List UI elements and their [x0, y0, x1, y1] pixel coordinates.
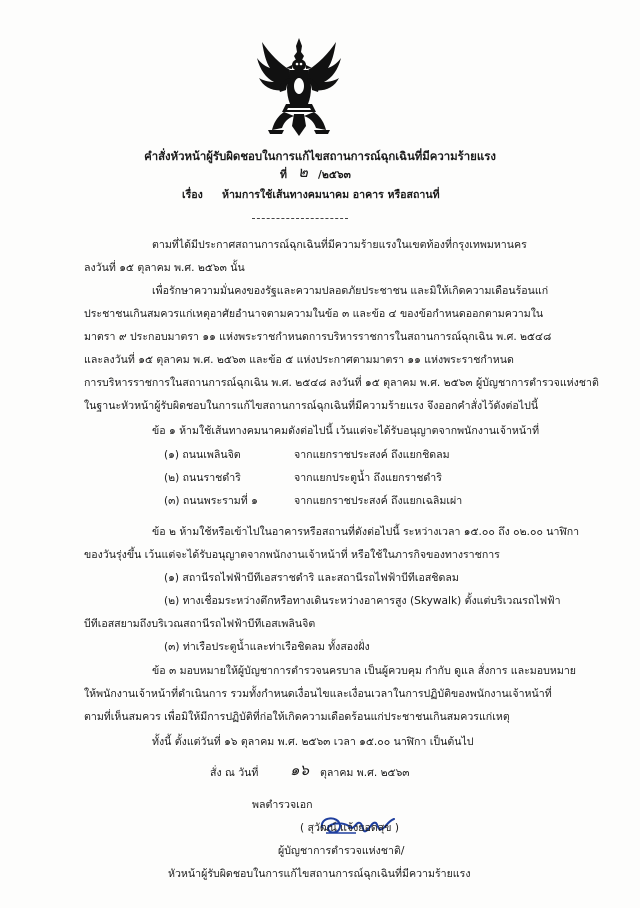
- clause-1-text: ข้อ ๑ ห้ามใช้เส้นทางคมนาคมดังต่อไปนี้ เว้นแต่จะได้รับอนุญาตจากพนักงานเจ้าหน้าที่: [152, 425, 540, 437]
- order-number-handwritten: ๒: [298, 163, 308, 181]
- effective-date: ทั้งนี้ ตั้งแต่วันที่ ๑๖ ตุลาคม พ.ศ. ๒๕๖๓ เวลา ๑๕.๐๐ นาฬิกา เป็นต้นไป: [152, 736, 474, 748]
- preamble-line-2: ลงวันที่ ๑๕ ตุลาคม พ.ศ. ๒๕๖๓ นั้น: [84, 262, 245, 274]
- clause-2-item-1: (๑) สถานีรถไฟฟ้าบีทีเอสราชดำริ และสถานีรถไฟฟ้าบีทีเอสชิดลม: [164, 572, 459, 584]
- subject-label: เรื่อง: [182, 189, 203, 201]
- clause-2-line-1: ข้อ ๒ ห้ามใช้หรือเข้าไปในอาคารหรือสถานที่ดังต่อไปนี้ ระหว่างเวลา ๑๕.๐๐ ถึง ๐๒.๐๐ นาฬิกา: [152, 526, 580, 538]
- given-date-prefix: สั่ง ณ วันที่: [210, 767, 259, 779]
- clause-2-item-3: (๓) ท่าเรือประตูน้ำและท่าเรือชิดลม ทั้งสองฝั่ง: [164, 641, 370, 653]
- order-number-year: /๒๕๖๓: [318, 169, 351, 181]
- clause-1-range-3: จากแยกราชประสงค์ ถึงแยกเฉลิมเผ่า: [294, 495, 463, 507]
- basis-line-4: และลงวันที่ ๑๕ ตุลาคม พ.ศ. ๒๕๖๓ และข้อ ๕ แห่งประกาศตามมาตรา ๑๑ แห่งพระราชกำหนด: [84, 354, 514, 366]
- clause-1-road-3: (๓) ถนนพระรามที่ ๑: [164, 495, 258, 507]
- clause-1-range-1: จากแยกราชประสงค์ ถึงแยกชิดลม: [294, 449, 450, 461]
- basis-line-6: ในฐานะหัวหน้าผู้รับผิดชอบในการแก้ไขสถานการณ์ฉุกเฉินที่มีความร้ายแรง จึงออกคำสั่งไว้ดังต่อไปนี้: [84, 400, 539, 412]
- order-number-prefix: ที่: [280, 169, 287, 181]
- signature-rank: พลตำรวจเอก: [252, 799, 313, 811]
- signatory-name: ( สุวัฒน์ แจ้งยอดสุข ): [300, 822, 399, 834]
- clause-3-line-2: ให้พนักงานเจ้าหน้าที่ดำเนินการ รวมทั้งกำหนดเงื่อนไขและเงื่อนเวลาในการปฏิบัติของพนักงานเจ้าหน้าที่: [84, 688, 552, 700]
- basis-line-3: มาตรา ๙ ประกอบมาตรา ๑๑ แห่งพระราชกำหนดการบริหารราชการในสถานการณ์ฉุกเฉิน พ.ศ. ๒๕๔๘: [84, 331, 552, 343]
- clause-3-line-3: ตามที่เห็นสมควร เพื่อมิให้มีการปฏิบัติที่ก่อให้เกิดความเดือดร้อนแก่ประชาชนเกินสมควรแก่เหตุ: [84, 711, 510, 723]
- clause-3-line-1: ข้อ ๓ มอบหมายให้ผู้บัญชาการตำรวจนครบาล เป็นผู้ควบคุม กำกับ ดูแล สั่งการ และมอบหมาย: [152, 665, 576, 677]
- basis-line-1: เพื่อรักษาความมั่นคงของรัฐและความปลอดภัยประชาชน และมิให้เกิดความเดือนร้อนแก่: [152, 285, 549, 297]
- signatory-position-1: ผู้บัญชาการตำรวจแห่งชาติ/: [278, 845, 405, 857]
- given-day-handwritten: ๑๖: [290, 761, 310, 779]
- clause-1-road-2: (๒) ถนนราชดำริ: [164, 472, 241, 484]
- document-title: คำสั่งหัวหน้าผู้รับผิดชอบในการแก้ไขสถานการณ์ฉุกเฉินที่มีความร้ายแรง: [144, 149, 496, 163]
- clause-2-line-2: ของวันรุ่งขึ้น เว้นแต่จะได้รับอนุญาตจากพนักงานเจ้าหน้าที่ หรือใช้ในภารกิจของทางราชการ: [84, 549, 500, 561]
- clause-1-road-1: (๑) ถนนเพลินจิต: [164, 449, 241, 461]
- clause-2-item-2-line-1: (๒) ทางเชื่อมระหว่างตึกหรือทางเดินระหว่างอาคารสูง (Skywalk) ตั้งแต่บริเวณรถไฟฟ้า: [164, 595, 561, 607]
- preamble-line-1: ตามที่ได้มีประกาศสถานการณ์ฉุกเฉินที่มีความร้ายแรงในเขตท้องที่กรุงเทพมหานคร: [152, 239, 527, 251]
- signatory-position-2: หัวหน้าผู้รับผิดชอบในการแก้ไขสถานการณ์ฉุกเฉินที่มีความร้ายแรง: [168, 868, 471, 880]
- header-divider: [252, 218, 348, 219]
- basis-line-5: การบริหารราชการในสถานการณ์ฉุกเฉิน พ.ศ. ๒๕๔๘ ลงวันที่ ๑๕ ตุลาคม พ.ศ. ๒๕๖๓ ผู้บัญชาการตำรวจแห่งชาติ: [84, 377, 599, 389]
- basis-line-2: ประชาชนเกินสมควรแก่เหตุอาศัยอำนาจตามความในข้อ ๓ และข้อ ๔ ของข้อกำหนดออกตามความใน: [84, 308, 544, 320]
- clause-1-range-2: จากแยกประตูน้ำ ถึงแยกราชดำริ: [294, 472, 442, 484]
- subject-text: ห้ามการใช้เส้นทางคมนาคม อาคาร หรือสถานที่: [222, 189, 440, 201]
- clause-2-item-2-line-2: บีทีเอสสยามถึงบริเวณสถานีรถไฟฟ้าบีทีเอสเพลินจิต: [84, 618, 316, 630]
- garuda-emblem-icon: [256, 38, 342, 136]
- given-date-suffix: ตุลาคม พ.ศ. ๒๕๖๓: [320, 767, 410, 779]
